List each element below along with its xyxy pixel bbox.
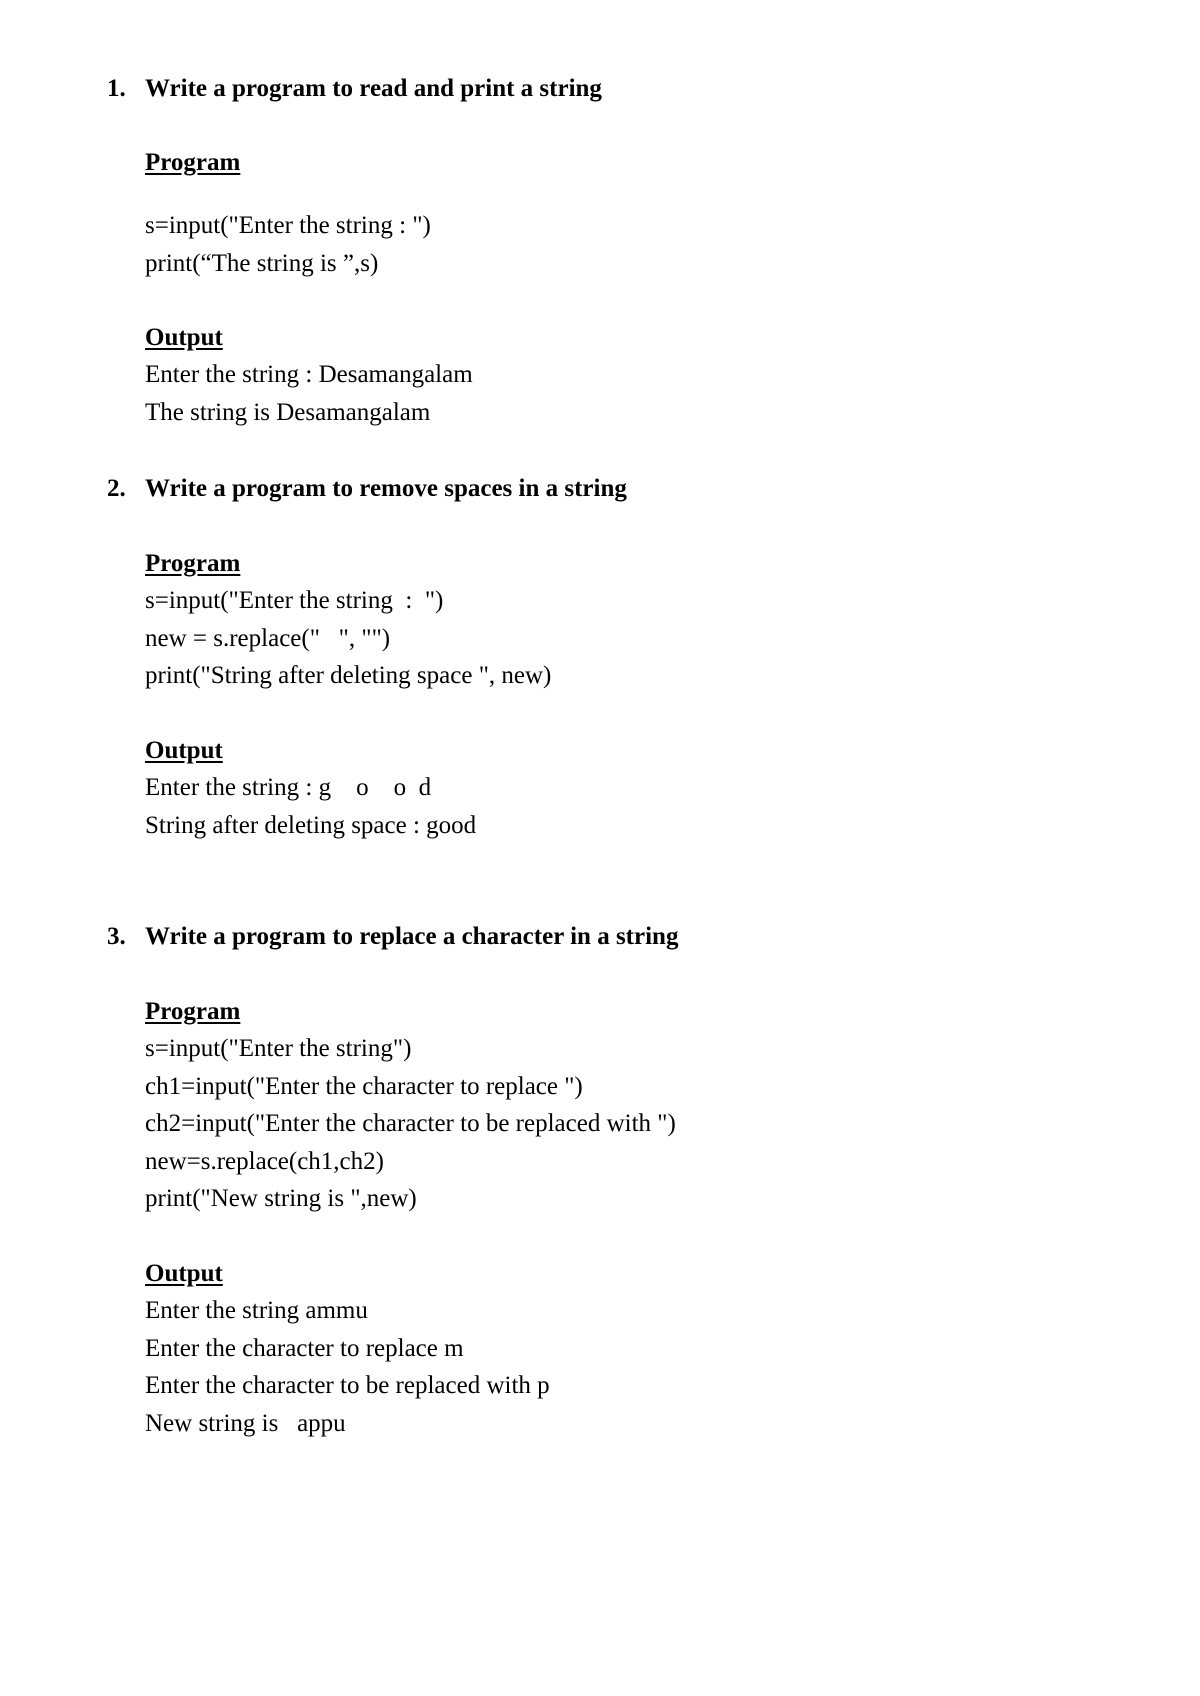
question-number: 1. <box>107 75 126 102</box>
output-line: String after deleting space : good <box>145 812 477 839</box>
output-line: Enter the string ammu <box>145 1297 368 1324</box>
output-line: Enter the string : g o o d <box>145 774 432 801</box>
code-line: s=input("Enter the string : ") <box>145 587 444 614</box>
output-line: Enter the character to be replaced with p <box>145 1372 550 1399</box>
output-line: Enter the character to replace m <box>145 1335 464 1362</box>
question-number: 2. <box>107 475 126 502</box>
code-line: print(“The string is ”,s) <box>145 250 379 277</box>
code-line: ch2=input("Enter the character to be replaced with ") <box>145 1110 676 1137</box>
code-line: new=s.replace(ch1,ch2) <box>145 1148 384 1175</box>
code-line: s=input("Enter the string : ") <box>145 212 431 239</box>
code-line: s=input("Enter the string") <box>145 1035 412 1062</box>
output-heading: Output <box>145 1260 223 1287</box>
output-line: The string is Desamangalam <box>145 399 431 426</box>
code-line: print("New string is ",new) <box>145 1185 417 1212</box>
code-line: print("String after deleting space ", new) <box>145 662 552 689</box>
output-line: Enter the string : Desamangalam <box>145 361 473 388</box>
output-heading: Output <box>145 737 223 764</box>
program-heading: Program <box>145 550 241 577</box>
code-line: new = s.replace(" ", "") <box>145 625 391 652</box>
output-heading: Output <box>145 324 223 351</box>
question-number: 3. <box>107 923 126 950</box>
code-line: ch1=input("Enter the character to replace ") <box>145 1073 583 1100</box>
question-title: Write a program to read and print a string <box>145 75 602 102</box>
program-heading: Program <box>145 149 241 176</box>
program-heading: Program <box>145 998 241 1025</box>
question-title: Write a program to replace a character in a string <box>145 923 679 950</box>
question-title: Write a program to remove spaces in a string <box>145 475 627 502</box>
output-line: New string is appu <box>145 1410 346 1437</box>
